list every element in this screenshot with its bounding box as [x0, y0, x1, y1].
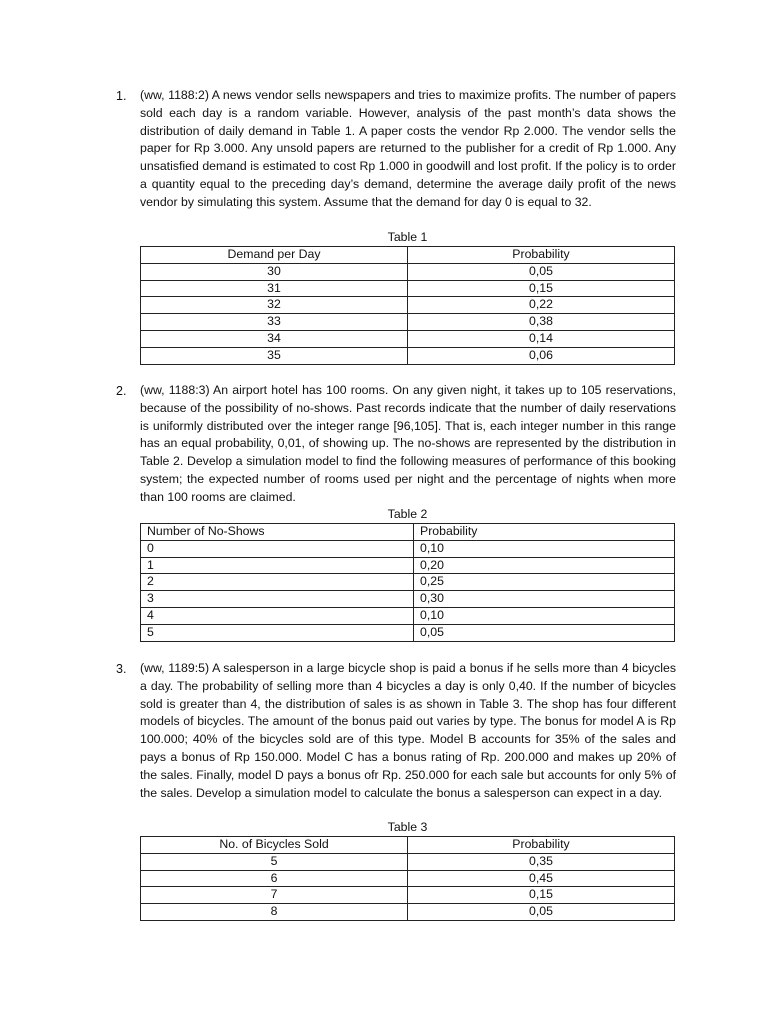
table-cell: 30 — [141, 263, 408, 280]
table-cell: 6 — [141, 870, 408, 887]
table-header-row — [141, 837, 675, 854]
problem-text: (ww, 1189:5) A salesperson in a large bicycle shop is paid a bonus if he sells more than 4 bicycles a day. The probability of selling more than 4 bicycles a day is only 0,40. If the number of bicycles sold is greater than 4, the distribution of sales is as shown in Table 3. The shop has four different models of bicycles. The amount of the bonus paid out varies by type. The bonus for model A is Rp 100.000; 40% of the bicycles sold are of this type. Model B accounts for 35% of the sales and pays a bonus of Rp 150.000. Model C has a bonus rating of Rp. 200.000 and makes up 20% of the sales. Finally, model D pays a bonus ofr Rp. 250.000 for each sale but accounts for only 5% of the sales. Develop a simulation model to calculate the bonus a salesperson can expect in a day. — [140, 661, 676, 800]
table-row — [141, 607, 675, 624]
table-cell: 0,20 — [414, 557, 675, 574]
table-row — [141, 574, 675, 591]
table-row — [141, 887, 675, 904]
table-row — [141, 280, 675, 297]
table-cell: 0,15 — [408, 280, 675, 297]
table-row — [141, 870, 675, 887]
table-row — [141, 540, 675, 557]
table-cell: 0,35 — [408, 853, 675, 870]
column-header: Probability — [408, 837, 675, 854]
table-3 — [140, 836, 675, 921]
table-cell: 0,22 — [408, 297, 675, 314]
table-cell: 34 — [141, 330, 408, 347]
problem-text: (ww, 1188:3) An airport hotel has 100 rooms. On any given night, it takes up to 105 reservations, because of the possibility of no-shows. Past records indicate that the number of daily reservations is uniformly distributed over the integer range [96,105]. That is, each integer number in this range has an equal probability, 0,01, of showing up. The no-shows are represented by the distribution in Table 2. Develop a simulation model to find the following measures of performance of this booking system; the expected number of rooms used per night and the percentage of nights when more than 100 rooms are claimed. — [140, 383, 676, 504]
table-cell: 0,15 — [408, 887, 675, 904]
column-header: No. of Bicycles Sold — [141, 837, 408, 854]
column-header: Demand per Day — [141, 247, 408, 264]
table-cell: 5 — [141, 853, 408, 870]
table-cell: 2 — [141, 574, 414, 591]
table-row — [141, 557, 675, 574]
table-cell: 0,05 — [408, 904, 675, 921]
table-cell: 0,05 — [414, 624, 675, 641]
table-cell: 8 — [141, 904, 408, 921]
table-row — [141, 904, 675, 921]
table-cell: 5 — [141, 624, 414, 641]
table-row — [141, 853, 675, 870]
table-cell: 7 — [141, 887, 408, 904]
table-header-row — [141, 247, 675, 264]
table-row — [141, 314, 675, 331]
table-cell: 1 — [141, 557, 414, 574]
table-cell: 0,06 — [408, 347, 675, 364]
table-cell: 31 — [141, 280, 408, 297]
table-row — [141, 624, 675, 641]
table-cell: 4 — [141, 607, 414, 624]
table-1 — [140, 246, 675, 365]
table-cell: 32 — [141, 297, 408, 314]
table-cell: 0,25 — [414, 574, 675, 591]
table-row — [141, 330, 675, 347]
table-row — [141, 591, 675, 608]
table-cell: 0,10 — [414, 607, 675, 624]
table-cell: 0,14 — [408, 330, 675, 347]
column-header: Probability — [408, 247, 675, 264]
column-header: Probability — [414, 524, 675, 541]
table-cell: 3 — [141, 591, 414, 608]
table-row — [141, 347, 675, 364]
table-title: Table 2 — [387, 507, 428, 521]
problem-number: 2. — [116, 384, 127, 398]
problem-number: 3. — [116, 662, 127, 676]
table-cell: 0,45 — [408, 870, 675, 887]
problem-text: (ww, 1188:2) A news vendor sells newspapers and tries to maximize profits. The number of papers sold each day is a random variable. However, analysis of the past month’s data shows the distribution of daily demand in Table 1. A paper costs the vendor Rp 2.000. The vendor sells the paper for Rp 3.000. Any unsold papers are returned to the publisher for a credit of Rp 1.000. Any unsatisfied demand is estimated to cost Rp 1.000 in goodwill and lost profit. If the policy is to order a quantity equal to the preceding day’s demand, determine the average daily profit of the news vendor by simulating this system. Assume that the demand for day 0 is equal to 32. — [140, 88, 676, 209]
table-title: Table 3 — [387, 820, 428, 834]
table-cell: 35 — [141, 347, 408, 364]
table-cell: 0,38 — [408, 314, 675, 331]
table-cell: 0,30 — [414, 591, 675, 608]
table-2 — [140, 523, 675, 642]
table-row — [141, 297, 675, 314]
problem-number: 1. — [116, 89, 127, 103]
table-title: Table 1 — [387, 230, 428, 244]
table-row — [141, 263, 675, 280]
table-cell: 0 — [141, 540, 414, 557]
table-cell: 0,10 — [414, 540, 675, 557]
column-header: Number of No-Shows — [141, 524, 414, 541]
table-header-row — [141, 524, 675, 541]
table-cell: 33 — [141, 314, 408, 331]
table-cell: 0,05 — [408, 263, 675, 280]
